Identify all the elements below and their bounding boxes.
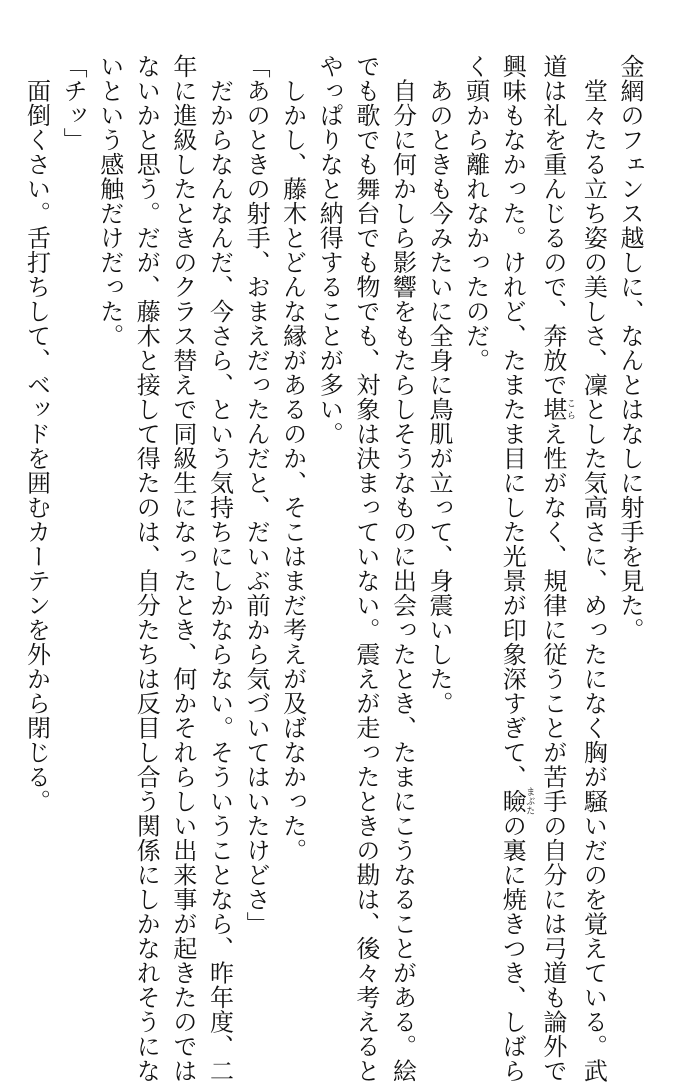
text-line-8: でも歌でも舞台でも物でも、対象は決まっていない。震えが走ったときの勘は、後々考えると [347, 54, 384, 954]
text-line-2: 堂々たる立ち姿の美しさ、凜とした気高さに、めったになく胸が騒いだのを覚えている。武 [575, 54, 612, 954]
text-line-10: しかし、藤木とどんな縁があるのか、そこはまだ考えが及ばなかった。 [274, 54, 311, 954]
ruby-mabuta-reading: まぶた [524, 787, 534, 816]
ruby-mabuta: 瞼まぶた [498, 789, 526, 814]
vertical-text-body [18, 54, 648, 954]
text-line-15: いという感触だけだった。 [91, 54, 128, 954]
text-line-9: やっぱりなと納得することが多い。 [311, 54, 348, 954]
ruby-korae: 堪こら [539, 397, 567, 422]
text-line-14: ないかと思う。だが、藤木と接して得たのは、自分たちは反目し合う関係にしかなれそうにな [128, 54, 165, 954]
text-line-17: 面倒くさい。舌打ちして、ベッドを囲むカーテンを外から閉じる。 [18, 54, 55, 954]
text-line-4-part-a: 興味もなかった。けれど、たまたま目にした光景が印象深すぎて、 [498, 54, 526, 789]
text-line-3 [534, 54, 575, 954]
text-line-5: く頭から離れなかったのだ。 [457, 54, 494, 954]
text-line-7: 自分に何かしら影響をもたらしそうなものに出会ったとき、たまにこうなることがある。絵 [384, 54, 421, 954]
text-line-6: あのときも今みたいに全身に鳥肌が立って、身震いした。 [420, 54, 457, 954]
text-line-12: だからなんなんだ、今さら、という気持ちにしかならない。そういうことなら、昨年度、二 [201, 54, 238, 954]
text-line-3-part-b: え性がなく、規律に従うことが苦手の自分には弓道も論外で [539, 422, 567, 1083]
ruby-kora-reading: こら [565, 397, 575, 422]
text-line-1: 金網のフェンス越しに、なんとはなしに射手を見た。 [611, 54, 648, 954]
text-line-13: 年に進級したときのクラス替えで同級生になったとき、何かそれらしい出来事が起きたのでは [164, 54, 201, 954]
text-line-16: 「チッ」 [55, 54, 92, 954]
text-line-4 [494, 54, 535, 954]
text-line-4-part-b: の裏に焼きつき、しばら [498, 814, 526, 1083]
text-line-3-part-a: 道は礼を重んじるので、奔放で [539, 54, 567, 397]
text-line-11: 「あのときの射手、おまえだったんだと、だいぶ前から気づいてはいたけどさ」 [237, 54, 274, 954]
